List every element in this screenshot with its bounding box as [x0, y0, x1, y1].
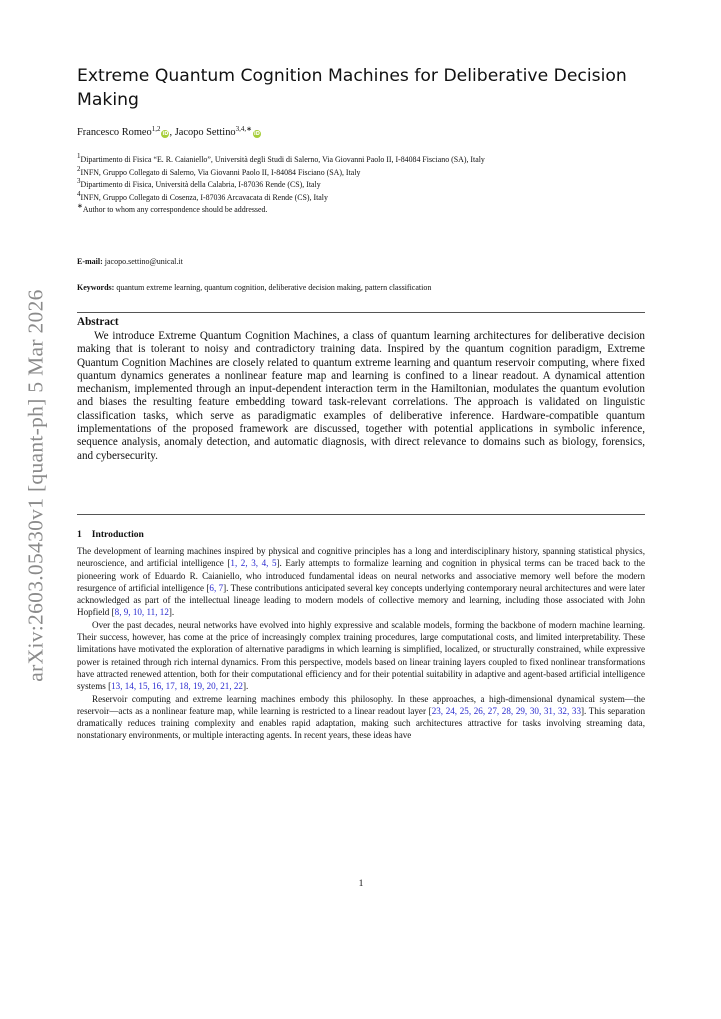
paragraph	[77, 545, 645, 619]
citation-link[interactable]: 23, 24, 25, 26, 27, 28, 29, 30, 31, 32, 33	[431, 705, 582, 716]
author-name: Jacopo Settino	[174, 127, 236, 138]
orcid-icon[interactable]: iD	[162, 131, 169, 137]
paragraph-text: Reservoir computing and extreme learning machines embody this philosophy. In these approaches, a high-dimensional dynamical system—the reservoir—acts as a nonlinear feature map, while learning is restricted to a linear readout layer [	[77, 693, 645, 716]
citation-link[interactable]: 6, 7	[209, 582, 224, 593]
paragraph-text: ].	[168, 607, 175, 618]
author-affiliation-marks: 1,2	[151, 125, 161, 133]
keywords-line	[77, 283, 645, 292]
paragraph-text: ]. These contributions anticipated several key concepts underlying contemporary neural architectures and were later acknowledged as part of the intellectual lineage leading to modern models of collective memory and learning, including those associated with John Hopfield [	[77, 582, 645, 618]
paragraph	[77, 693, 645, 742]
paragraph-text: ]. Early attempts to formalize learning and cognition in physical terms can be traced back to the pioneering work of Eduardo R. Caianiello, who introduced fundamental ideas on neural networks and associative memory well before the modern resurgence of artificial intelligence [	[77, 558, 646, 593]
author-line	[77, 127, 645, 138]
affiliation-item	[77, 204, 645, 217]
affiliation-text: Author to whom any correspondence should be addressed.	[82, 205, 268, 215]
paragraph-text: ]. This separation dramatically reduces training complexity and enables rapid adaptation, making such architectures attractive for tasks involving streaming data, nonstationary environments, or multiple interacting agents. In recent years, these ideas have	[77, 705, 646, 741]
affiliation-text: INFN, Gruppo Collegato di Cosenza, I-87036 Arcavacata di Rende (CS), Italy	[80, 192, 328, 202]
citation-link[interactable]: 13, 14, 15, 16, 17, 18, 19, 20, 21, 22	[111, 681, 243, 692]
page-number: 1	[358, 878, 364, 889]
paragraph-text: The development of learning machines inspired by physical and cognitive principles has a long and interdisciplinary history, spanning statistical physics, neuroscience, and artificial intelligence [	[77, 546, 645, 569]
affiliation-text: Dipartimento di Fisica, Università della Calabria, I-87036 Rende (CS), Italy	[80, 180, 321, 190]
author-name: Francesco Romeo	[77, 127, 152, 138]
keywords-text: quantum extreme learning, quantum cognition, deliberative decision making, pattern classification	[116, 283, 432, 292]
citation-link[interactable]: 1, 2, 3, 4, 5	[230, 558, 277, 569]
author-affiliation-marks: 3,4,∗	[235, 125, 252, 133]
affiliation-mark: 1	[77, 152, 81, 160]
affiliation-mark: 3	[77, 177, 81, 186]
affiliation-text: Dipartimento di Fisica “E. R. Caianiello”, Università degli Studi di Salerno, Via Giovanni Paolo II, I-84084 Fisciano (SA), Italy	[80, 155, 485, 164]
abstract-text: We introduce Extreme Quantum Cognition Machines, a class of quantum learning architectures for deliberative decision making that is tolerant to noisy and contradictory training data. Inspired by the quantum cognition paradigm, Extreme Quantum Cognition Machines are closely related to quantum extreme learning and quantum reservoir computing, where fixed quantum dynamics generates a nonlinear feature map and learning is confined to a linear readout. A dynamical attention mechanism, implemented through an input-dependent interaction term in the Hamiltonian, modulates the quantum evolution and biases the resulting feature embedding toward task-relevant correlations. The approach is validated on linguistic classification tasks, which serve as paradigmatic examples of deliberative inference. Hardware-compatible quantum implementations of the proposed framework are discussed, together with potential applications in symbolic inference, sequence analysis, anomaly detection, and automatic diagnosis, with direct relevance to domains such as biology, forensics, and cybersecurity.	[77, 330, 645, 462]
paragraph-text: Over the past decades, neural networks have evolved into highly expressive and scalable models, forming the backbone of modern machine learning. Their success, however, has come at the price of increasingly complex training procedures, large computational costs, and limited interpretability. These limitations have motivated the exploration of alternative paradigms in which learning is simplified, localized, or structurally constrained, while expressive power is retained through rich internal dynamics. From this perspective, models based on linear training layers coupled to fixed nonlinear transformations have attracted renewed attention, both for their computational efficiency and for their potential suitability in adaptive and agent-based artificial intelligence systems [	[77, 619, 645, 692]
orcid-icon[interactable]: iD	[254, 131, 260, 137]
affiliation-item	[77, 164, 645, 180]
email-label: E-mail:	[77, 257, 103, 266]
paragraph-text: ].	[242, 681, 249, 692]
affiliation-text: INFN, Gruppo Collegato di Salerno, Via Giovanni Paolo II, I-84084 Fisciano (SA), Italy	[80, 167, 361, 177]
section-title: Introduction	[91, 529, 144, 540]
affiliation-item	[77, 189, 645, 205]
section-heading-introduction	[77, 529, 144, 540]
citation-link[interactable]: 8, 9, 10, 11, 12	[114, 607, 169, 618]
affiliation-mark: 4	[77, 189, 81, 198]
author-separator: ,	[169, 127, 175, 138]
abstract-top-rule	[77, 312, 645, 313]
affiliation-item	[77, 179, 645, 192]
affiliation-list	[77, 154, 645, 217]
arxiv-identifier-text: arXiv:2603.05430v1 [quant-ph] 5 Mar 2026	[23, 288, 48, 682]
section-number: 1	[77, 529, 82, 540]
paragraph	[77, 619, 645, 693]
affiliation-mark: ∗	[77, 202, 83, 211]
introduction-body	[77, 545, 645, 742]
keywords-label: Keywords:	[77, 283, 115, 292]
email-address[interactable]: jacopo.settino@unical.it	[104, 257, 183, 266]
arxiv-identifier-stamp	[20, 290, 52, 680]
email-line	[77, 257, 645, 266]
paper-title: Extreme Quantum Cognition Machines for Deliberative Decision Making	[77, 66, 627, 110]
abstract-heading: Abstract	[77, 316, 119, 328]
affiliation-mark: 2	[77, 164, 81, 173]
abstract-bottom-rule	[77, 514, 645, 515]
affiliation-item	[77, 154, 645, 167]
